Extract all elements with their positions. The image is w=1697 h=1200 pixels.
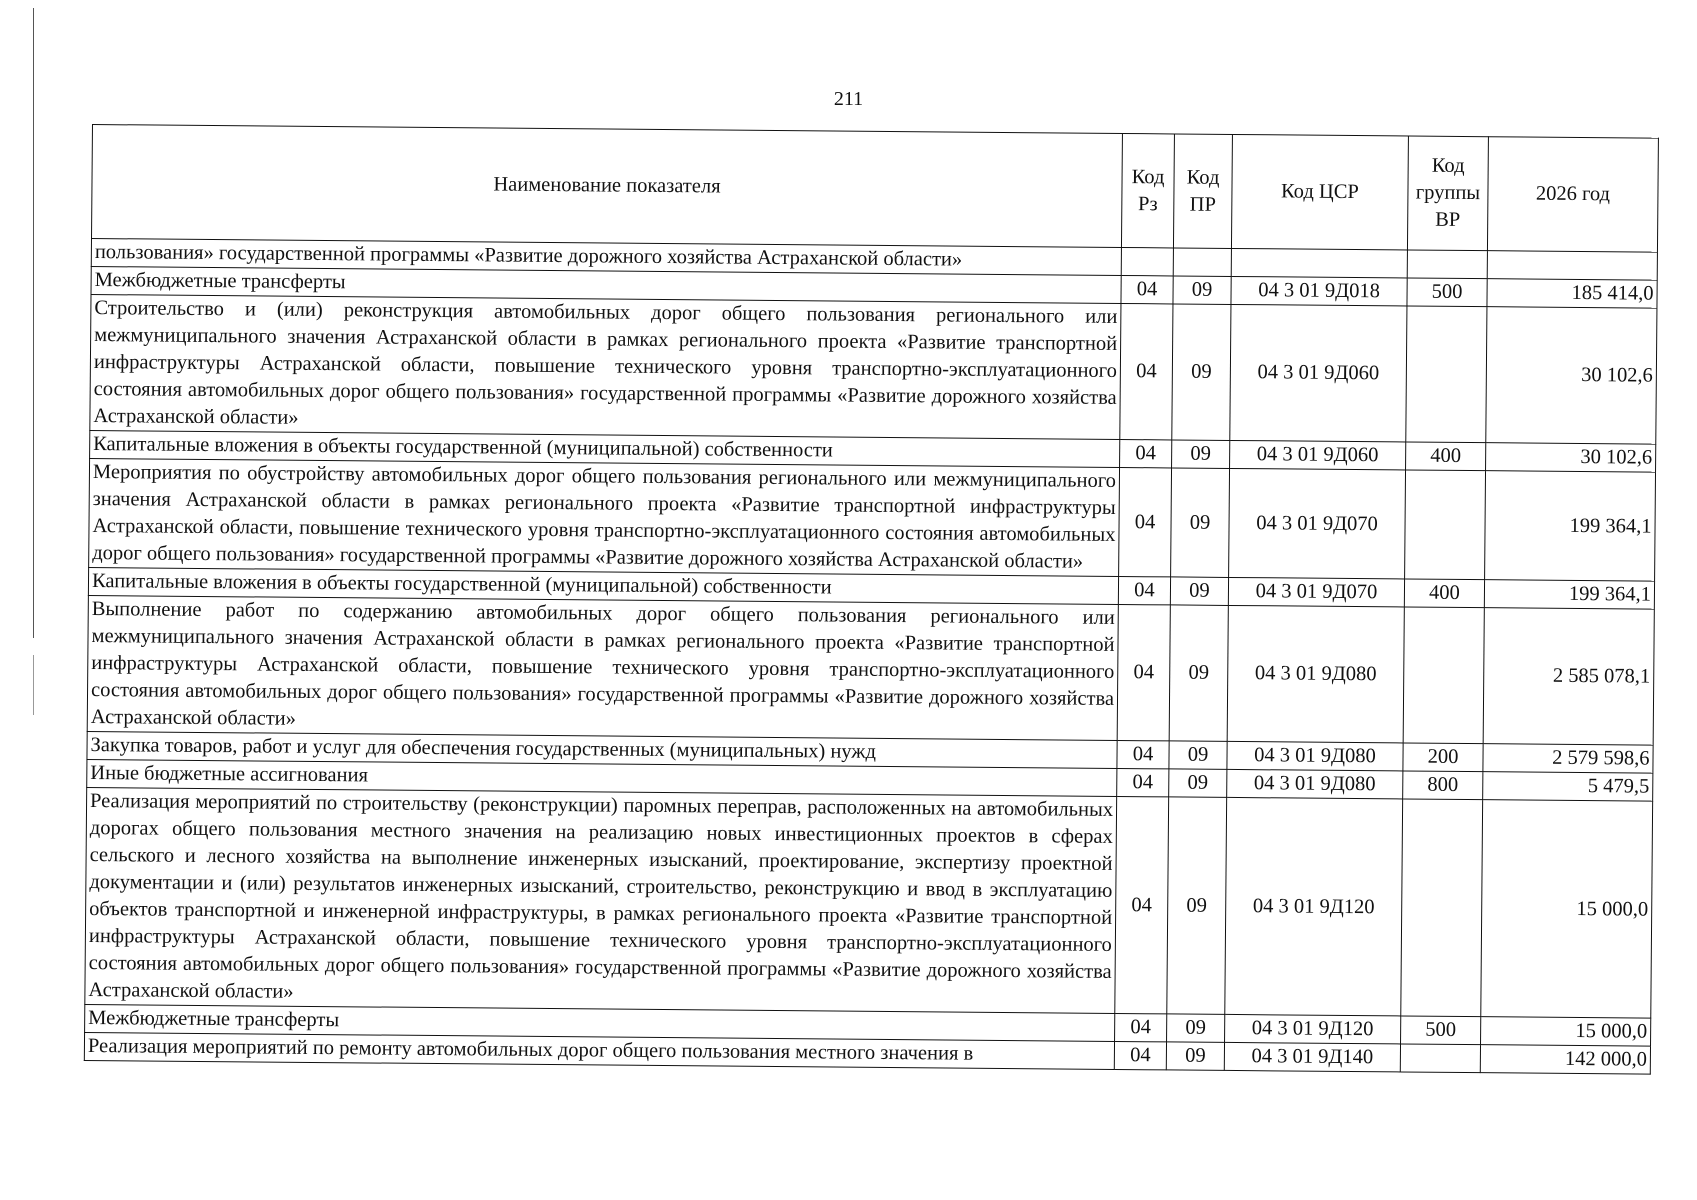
row-csr: 04 3 01 9Д018	[1231, 276, 1407, 306]
row-name: Межбюджетные трансферты	[85, 1004, 1115, 1041]
row-amount: 199 364,1	[1484, 580, 1654, 609]
row-vr: 400	[1406, 442, 1486, 471]
row-vr	[1406, 306, 1487, 443]
row-vr	[1407, 250, 1487, 279]
row-vr	[1400, 1044, 1480, 1073]
row-rz: 04	[1114, 1041, 1166, 1069]
row-pr: 09	[1173, 276, 1231, 305]
table-row	[90, 294, 1657, 444]
row-rz: 04	[1121, 275, 1173, 303]
row-name: Реализация мероприятий по строительству (реконструкции) паромных переправ, расположенных на автомобильных дорогах общего пользования местного значения на реализацию новых инвестиционных проектов в сферах сельского и лесного хозяйства на выполнение инженерных изысканий, проектирование, экспертизу проектной документации и (или) результатов инженерных изысканий, строительство, реконструкцию и ввод в эксплуатацию объектов транспортной и инженерной инфраструктуры, в рамках регионального проекта «Развитие транспортной инфраструктуры Астраханской области, повышение технического уровня транспортно-эксплуатационного состояния автомобильных дорог общего пользования» государственной программы «Развитие дорожного хозяйства Астраханской области»	[85, 787, 1117, 1013]
row-name: Иные бюджетные ассигнования	[87, 759, 1117, 796]
row-rz: 04	[1120, 303, 1173, 439]
row-vr: 400	[1404, 579, 1484, 608]
row-rz: 04	[1115, 796, 1169, 1013]
row-amount: 15 000,0	[1481, 800, 1653, 1018]
row-rz: 04	[1118, 576, 1170, 604]
row-pr: 09	[1172, 440, 1230, 469]
row-csr: 04 3 01 9Д060	[1230, 440, 1406, 470]
row-csr: 04 3 01 9Д060	[1230, 304, 1407, 442]
row-amount: 142 000,0	[1480, 1045, 1650, 1074]
row-rz: 04	[1117, 604, 1170, 740]
row-pr: 09	[1169, 605, 1228, 742]
row-csr: 04 3 01 9Д080	[1227, 741, 1403, 771]
row-pr: 09	[1171, 468, 1230, 578]
header-vr: Код группы ВР	[1407, 136, 1488, 251]
row-rz: 04	[1115, 1013, 1167, 1041]
row-amount: 2 579 598,6	[1483, 744, 1653, 773]
row-rz: 04	[1117, 768, 1169, 796]
row-rz: 04	[1117, 740, 1169, 768]
row-csr: 04 3 01 9Д070	[1229, 468, 1406, 579]
header-year: 2026 год	[1487, 137, 1658, 252]
table-row	[89, 458, 1656, 581]
header-pr: Код ПР	[1173, 134, 1232, 249]
header-csr: Код ЦСР	[1231, 134, 1408, 250]
row-name: Межбюджетные трансферты	[91, 266, 1121, 303]
row-pr: 09	[1169, 741, 1227, 770]
scan-margin-line	[33, 655, 34, 715]
row-amount: 15 000,0	[1481, 1017, 1651, 1046]
row-amount	[1487, 251, 1657, 280]
row-pr: 09	[1172, 304, 1231, 441]
budget-table	[84, 124, 1659, 1075]
row-vr	[1405, 470, 1486, 580]
row-name: пользования» государственной программы «Развитие дорожного хозяйства Астраханской области»	[91, 239, 1121, 276]
row-vr: 500	[1401, 1016, 1481, 1045]
row-name: Закупка товаров, работ и услуг для обеспечения государственных (муниципальных) нужд	[87, 731, 1117, 768]
page-number: 211	[833, 88, 864, 110]
row-csr: 04 3 01 9Д080	[1227, 769, 1403, 799]
row-name: Мероприятия по обустройству автомобильных дорог общего пользования регионального или межмуниципального значения Астраханской области в рамках регионального проекта «Развитие транспортной инфраструктуры Астраханской области, повышение технического уровня транспортно-эксплуатационного состояния автомобильных дорог общего пользования» государственной программы «Развитие дорожного хозяйства Астраханской области»	[89, 458, 1120, 576]
row-name: Капитальные вложения в объекты государственной (муниципальной) собственности	[88, 567, 1118, 604]
row-pr	[1173, 248, 1231, 277]
row-vr: 200	[1403, 743, 1483, 772]
row-vr	[1401, 799, 1483, 1017]
row-amount: 30 102,6	[1486, 307, 1657, 444]
row-csr: 04 3 01 9Д120	[1225, 797, 1403, 1016]
row-pr: 09	[1166, 1042, 1224, 1071]
row-csr: 04 3 01 9Д070	[1228, 577, 1404, 607]
row-vr	[1403, 607, 1484, 744]
row-amount: 5 479,5	[1483, 772, 1653, 801]
row-rz: 04	[1119, 467, 1172, 576]
row-rz: 04	[1120, 439, 1172, 467]
row-pr: 09	[1169, 769, 1227, 798]
header-rz: Код Рз	[1121, 133, 1174, 247]
row-name: Реализация мероприятий по ремонту автомобильных дорог общего пользования местного значения в	[84, 1032, 1114, 1069]
row-pr: 09	[1167, 797, 1227, 1014]
row-vr: 500	[1407, 278, 1487, 307]
row-pr: 09	[1167, 1014, 1225, 1043]
table-row	[85, 787, 1653, 1018]
row-csr	[1231, 248, 1407, 278]
row-csr: 04 3 01 9Д080	[1227, 605, 1404, 743]
row-amount: 199 364,1	[1485, 471, 1656, 581]
row-vr: 800	[1403, 771, 1483, 800]
row-name: Строительство и (или) реконструкция автомобильных дорог общего пользования регионального или межмуниципального значения Астраханской области в рамках регионального проекта «Развитие транспортной инфраструктуры Астраханской области, повышение технического уровня транспортно-эксплуатационного состояния автомобильных дорог общего пользования» государственной программы «Развитие дорожного хозяйства Астраханской области»	[90, 294, 1121, 439]
header-name: Наименование показателя	[92, 125, 1123, 248]
row-rz	[1121, 247, 1173, 275]
row-amount: 30 102,6	[1486, 443, 1656, 472]
row-amount: 185 414,0	[1487, 279, 1657, 308]
row-pr: 09	[1170, 577, 1228, 606]
row-name: Капитальные вложения в объекты государственной (муниципальной) собственности	[90, 430, 1120, 467]
row-name: Выполнение работ по содержанию автомобильных дорог общего пользования регионального или межмуниципального значения Астраханской области в рамках регионального проекта «Развитие транспортной инфраструктуры Астраханской области, повышение технического уровня транспортно-эксплуатационного состояния автомобильных дорог общего пользования» государственной программы «Развитие дорожного хозяйства Астраханской области»	[87, 595, 1118, 740]
row-amount: 2 585 078,1	[1483, 608, 1654, 745]
table-row	[87, 595, 1654, 745]
row-csr: 04 3 01 9Д140	[1224, 1042, 1400, 1072]
table-header-row	[92, 125, 1659, 253]
row-csr: 04 3 01 9Д120	[1225, 1014, 1401, 1044]
